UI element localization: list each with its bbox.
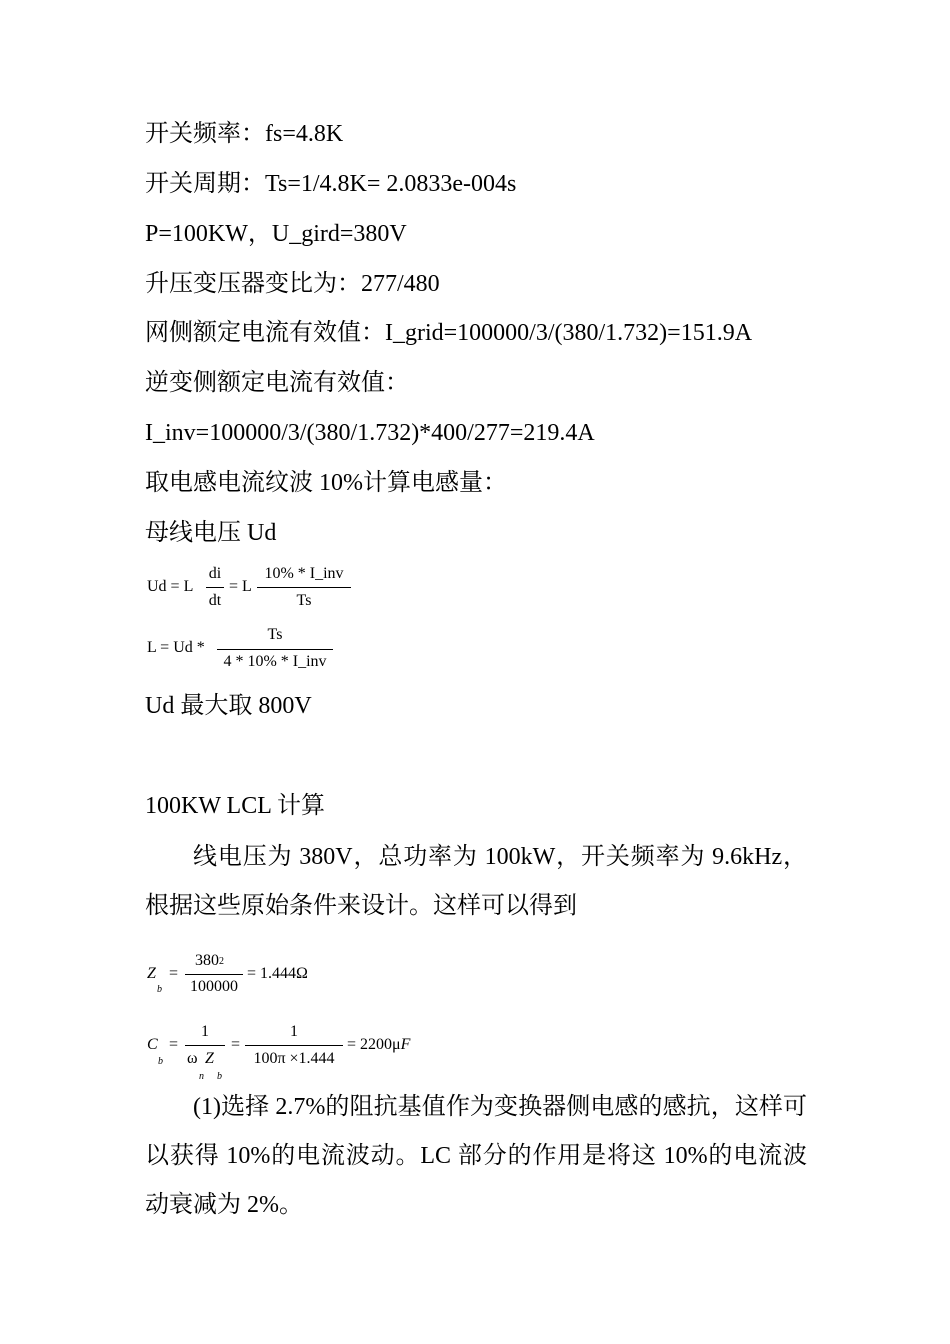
- eq4-var: C: [147, 1036, 158, 1053]
- eq4-denominator-2: 100π ×1.444: [253, 1050, 335, 1067]
- equation-inductor-voltage: [145, 562, 365, 614]
- design-conditions-paragraph: 线电压为 380V，总功率为 100kW，开关频率为 9.6kHz，根据这些原始条件来设计。这样可以得到: [145, 844, 807, 919]
- eq1-fraction-bar-1: [206, 587, 224, 588]
- eq3-result: = 1.444Ω: [247, 965, 308, 982]
- eq2-fraction-bar: [217, 649, 333, 650]
- eq1-denominator-ts: Ts: [296, 592, 312, 609]
- eq3-denominator: 100000: [190, 978, 238, 995]
- eq3-sup: 2: [219, 956, 224, 967]
- eq4-unit: F: [400, 1036, 411, 1053]
- eq1-middle: = L: [229, 578, 252, 595]
- impedance-selection-paragraph: (1)选择 2.7%的阻抗基值作为变换器侧电感的感抗，这样可以获得 10%的电流波动。LC 部分的作用是将这 10%的电流波动衰减为 2%。: [145, 1094, 807, 1218]
- eq3-numerator: [195, 951, 224, 973]
- eq4-result: [347, 1035, 410, 1055]
- eq4-equals: =: [169, 1036, 179, 1053]
- eq4-sub: b: [158, 1056, 163, 1067]
- eq2-lhs: L = Ud *: [147, 639, 205, 656]
- eq3-var: Z: [147, 965, 156, 982]
- eq4-fraction-bar-2: [245, 1045, 343, 1046]
- power-voltage-line: P=100KW，U_gird=380V: [145, 221, 407, 247]
- eq4-rhs: = 2200μ: [347, 1036, 401, 1053]
- eq4-numerator-1: 1: [201, 1023, 209, 1040]
- equation-inductance: [145, 624, 345, 674]
- bus-voltage-line: 母线电压 Ud: [145, 520, 277, 546]
- eq3-fraction-bar: [185, 974, 243, 975]
- inverter-current-line: I_inv=100000/3/(380/1.732)*400/277=219.4A: [145, 420, 595, 446]
- eq4-fraction-bar-1: [185, 1045, 225, 1046]
- transformer-ratio-line: 升压变压器变比为：277/480: [145, 271, 440, 297]
- eq1-numerator-di: di: [208, 565, 222, 582]
- eq1-fraction-bar-2: [257, 587, 351, 588]
- eq3-sub: b: [157, 984, 162, 995]
- eq2-numerator: Ts: [267, 626, 283, 643]
- eq4-z: Z: [205, 1050, 214, 1067]
- eq3-num: 380: [195, 952, 219, 969]
- equation-base-capacitance: [145, 1020, 445, 1082]
- ripple-line: 取电感电流纹波 10%计算电感量：: [145, 470, 507, 496]
- section-heading: 100KW LCL 计算: [145, 793, 325, 819]
- eq1-numerator-ripple: 10% * I_inv: [264, 565, 344, 582]
- eq4-sub-n: n: [199, 1071, 204, 1082]
- eq3-equals: =: [169, 965, 179, 982]
- switching-period-line: 开关周期：Ts=1/4.8K= 2.0833e-004s: [145, 171, 517, 197]
- eq4-sub-b: b: [217, 1071, 222, 1082]
- eq4-numerator-2: 1: [290, 1023, 298, 1040]
- eq1-lhs: Ud = L: [147, 578, 194, 595]
- bus-voltage-max-line: Ud 最大取 800V: [145, 693, 312, 719]
- eq1-denominator-dt: dt: [208, 592, 222, 609]
- equation-base-impedance: [145, 950, 345, 1000]
- eq2-denominator: 4 * 10% * I_inv: [223, 653, 327, 670]
- inverter-current-label: 逆变侧额定电流有效值：: [145, 370, 409, 396]
- switching-frequency-line: 开关频率：fs=4.8K: [145, 121, 344, 147]
- eq4-omega: ω: [187, 1050, 198, 1067]
- eq4-equals-2: =: [231, 1036, 241, 1053]
- grid-current-line: 网侧额定电流有效值：I_grid=100000/3/(380/1.732)=151.9A: [145, 320, 753, 346]
